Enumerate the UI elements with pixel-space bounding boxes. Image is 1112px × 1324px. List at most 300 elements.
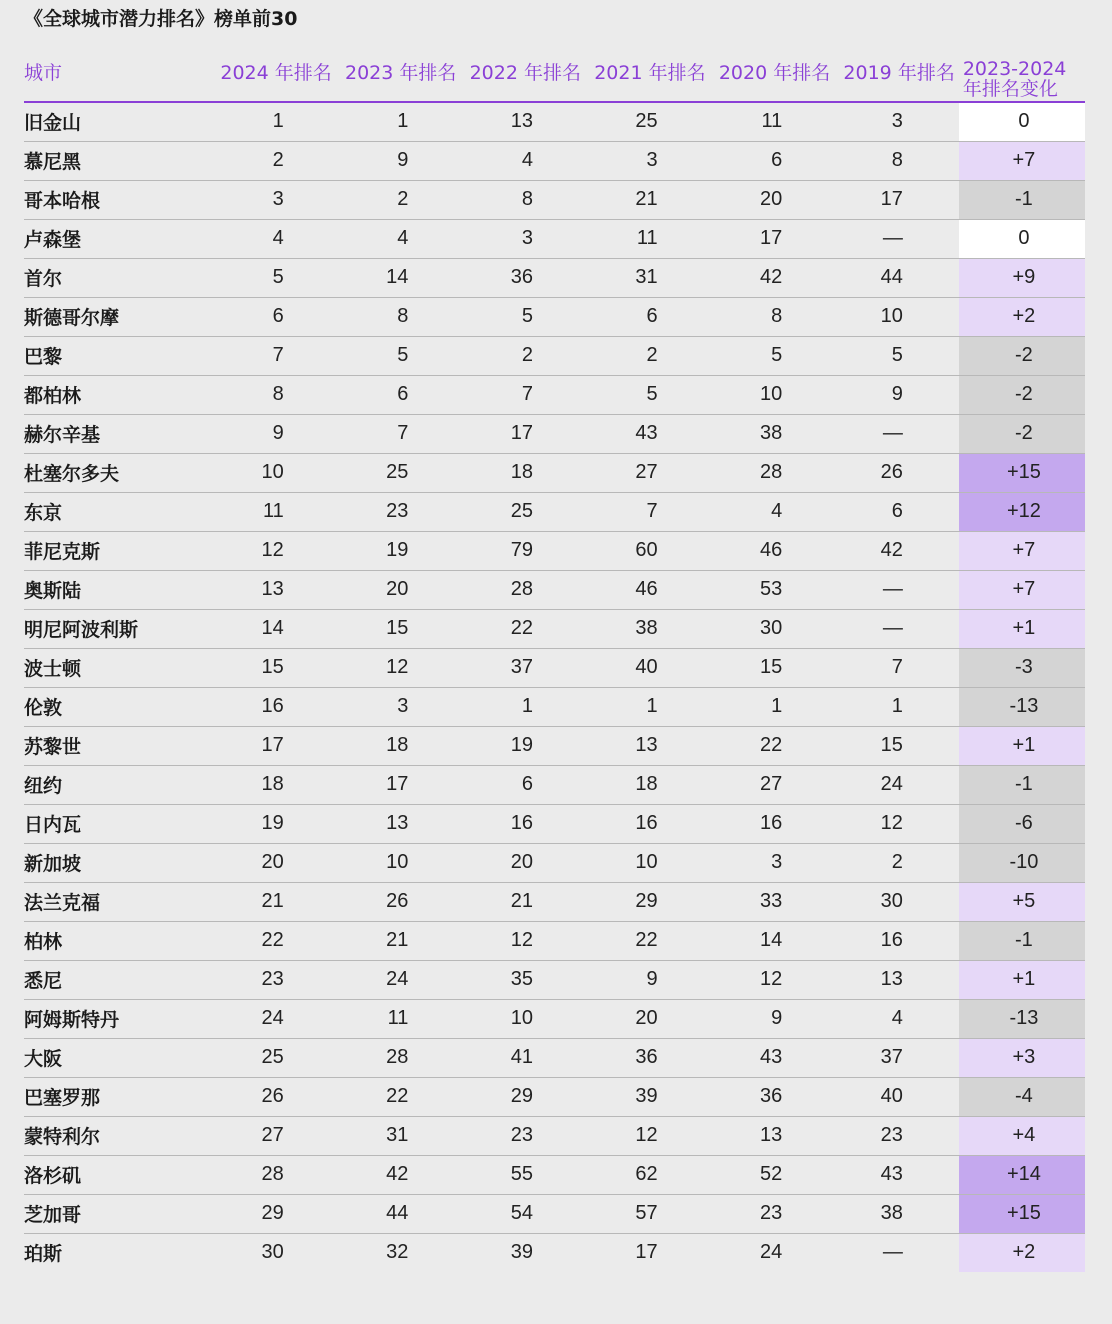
rank-change-cell: [959, 843, 1085, 882]
city-name-cell: 日内瓦: [24, 804, 211, 843]
rank-2023-cell: 21: [336, 921, 461, 960]
rank-change-cell: [959, 492, 1085, 531]
table-row: [24, 453, 1085, 492]
rank-2021-cell: 9: [585, 960, 710, 999]
rank-change-value: +7: [1012, 539, 1036, 561]
rank-2020-cell: 33: [710, 882, 835, 921]
rank-2020-cell: 52: [710, 1155, 835, 1194]
rank-2022-cell: 37: [460, 648, 585, 687]
rank-2020-cell: 4: [710, 492, 835, 531]
city-name-cell: 蒙特利尔: [24, 1116, 211, 1155]
city-name-cell: 巴黎: [24, 336, 211, 375]
rank-2019-cell: 8: [834, 141, 959, 180]
rank-2021-cell: 12: [585, 1116, 710, 1155]
city-name-cell: 东京: [24, 492, 211, 531]
rank-2023-cell: 19: [336, 531, 461, 570]
rank-2023-cell: 23: [336, 492, 461, 531]
rank-change-value: +15: [1006, 461, 1041, 483]
table-row: [24, 843, 1085, 882]
rank-change-cell: [959, 921, 1085, 960]
rank-change-value: +15: [1006, 1202, 1041, 1224]
rank-2023-cell: 8: [336, 297, 461, 336]
rank-2022-cell: 10: [460, 999, 585, 1038]
rank-2019-cell: 3: [834, 102, 959, 141]
rank-2023-cell: 4: [336, 219, 461, 258]
table-row: [24, 765, 1085, 804]
table-row: [24, 141, 1085, 180]
rank-change-cell: [959, 180, 1085, 219]
rank-2019-cell: 42: [834, 531, 959, 570]
rank-2019-cell: 24: [834, 765, 959, 804]
rank-2021-cell: 3: [585, 141, 710, 180]
rank-2019-cell: 5: [834, 336, 959, 375]
rank-2020-cell: 30: [710, 609, 835, 648]
rank-2024-cell: 3: [211, 180, 336, 219]
city-name-cell: 伦敦: [24, 687, 211, 726]
city-name-cell: 巴塞罗那: [24, 1077, 211, 1116]
rank-2023-cell: 3: [336, 687, 461, 726]
rank-2023-cell: 18: [336, 726, 461, 765]
rank-change-cell: [959, 219, 1085, 258]
rank-2024-cell: 28: [211, 1155, 336, 1194]
city-name-cell: 大阪: [24, 1038, 211, 1077]
rank-2022-cell: 5: [460, 297, 585, 336]
table-row: [24, 648, 1085, 687]
rank-2024-cell: 29: [211, 1194, 336, 1233]
table-body: [24, 102, 1085, 1272]
rank-2019-cell: 23: [834, 1116, 959, 1155]
city-name-cell: 洛杉矶: [24, 1155, 211, 1194]
rank-change-value: +7: [1012, 578, 1036, 600]
rank-2020-cell: 13: [710, 1116, 835, 1155]
rank-2024-cell: 4: [211, 219, 336, 258]
ranking-table: [24, 52, 1085, 1272]
city-name-cell: 旧金山: [24, 102, 211, 141]
rank-2024-cell: 22: [211, 921, 336, 960]
rank-2022-cell: 25: [460, 492, 585, 531]
rank-2024-cell: 21: [211, 882, 336, 921]
city-name-cell: 慕尼黑: [24, 141, 211, 180]
table-row: [24, 375, 1085, 414]
table-row: [24, 1194, 1085, 1233]
rank-2019-cell: 15: [834, 726, 959, 765]
rank-2019-cell: 37: [834, 1038, 959, 1077]
table-row: [24, 1155, 1085, 1194]
table-row: [24, 804, 1085, 843]
rank-2024-cell: 20: [211, 843, 336, 882]
rank-2021-cell: 2: [585, 336, 710, 375]
header-rank-2019: 2019 年排名: [834, 52, 959, 102]
rank-change-cell: [959, 375, 1085, 414]
rank-change-value: +14: [1006, 1163, 1041, 1185]
rank-2020-cell: 12: [710, 960, 835, 999]
rank-change-value: -6: [1015, 812, 1033, 834]
rank-change-cell: [959, 804, 1085, 843]
rank-change-cell: [959, 1233, 1085, 1272]
rank-2021-cell: 10: [585, 843, 710, 882]
rank-2020-cell: 22: [710, 726, 835, 765]
rank-2020-cell: 38: [710, 414, 835, 453]
rank-2022-cell: 20: [460, 843, 585, 882]
rank-2024-cell: 14: [211, 609, 336, 648]
rank-2019-cell: 12: [834, 804, 959, 843]
rank-change-cell: [959, 1077, 1085, 1116]
city-name-cell: 卢森堡: [24, 219, 211, 258]
header-rank-2021: 2021 年排名: [585, 52, 710, 102]
city-name-cell: 波士顿: [24, 648, 211, 687]
rank-2022-cell: 16: [460, 804, 585, 843]
city-name-cell: 都柏林: [24, 375, 211, 414]
rank-2021-cell: 40: [585, 648, 710, 687]
rank-2021-cell: 25: [585, 102, 710, 141]
rank-2019-cell: 4: [834, 999, 959, 1038]
table-row: [24, 1116, 1085, 1155]
rank-change-value: -10: [1009, 851, 1039, 873]
rank-2021-cell: 7: [585, 492, 710, 531]
rank-change-cell: [959, 1038, 1085, 1077]
table-row: [24, 258, 1085, 297]
rank-2024-cell: 27: [211, 1116, 336, 1155]
header-rank-2023: 2023 年排名: [336, 52, 461, 102]
rank-change-value: -4: [1015, 1085, 1033, 1107]
rank-change-cell: [959, 687, 1085, 726]
rank-change-cell: [959, 648, 1085, 687]
rank-2019-cell: 17: [834, 180, 959, 219]
rank-2019-cell: —: [882, 1241, 903, 1264]
rank-2022-cell: 41: [460, 1038, 585, 1077]
rank-2023-cell: 42: [336, 1155, 461, 1194]
rank-2019-cell: 30: [834, 882, 959, 921]
rank-2022-cell: 7: [460, 375, 585, 414]
rank-change-value: 0: [1018, 227, 1030, 249]
city-name-cell: 奥斯陆: [24, 570, 211, 609]
rank-change-value: +1: [1012, 617, 1036, 639]
rank-2024-cell: 13: [211, 570, 336, 609]
rank-2022-cell: 17: [460, 414, 585, 453]
rank-change-cell: [959, 1116, 1085, 1155]
rank-2022-cell: 55: [460, 1155, 585, 1194]
header-rank-change: 2023-2024年排名变化: [959, 52, 1085, 102]
rank-2019-cell: 38: [834, 1194, 959, 1233]
page-title: 《全球城市潜力排名》榜单前30: [24, 8, 298, 30]
rank-change-cell: [959, 570, 1085, 609]
rank-2021-cell: 22: [585, 921, 710, 960]
rank-2024-cell: 30: [261, 1241, 284, 1264]
rank-2021-cell: 13: [585, 726, 710, 765]
rank-2022-cell: 13: [460, 102, 585, 141]
table-row: [24, 102, 1085, 141]
rank-2021-cell: 60: [585, 531, 710, 570]
city-name-cell: 珀斯: [24, 1243, 63, 1266]
rank-2021-cell: 1: [585, 687, 710, 726]
rank-2022-cell: 29: [460, 1077, 585, 1116]
rank-2024-cell: 17: [211, 726, 336, 765]
table-row: [24, 1233, 1085, 1272]
rank-2022-cell: 54: [460, 1194, 585, 1233]
city-name-cell: 菲尼克斯: [24, 531, 211, 570]
rank-change-value: +7: [1012, 149, 1036, 171]
rank-change-value: -13: [1009, 1007, 1039, 1029]
rank-2024-cell: 12: [211, 531, 336, 570]
city-name-cell: 芝加哥: [24, 1194, 211, 1233]
rank-2024-cell: 5: [211, 258, 336, 297]
header-rank-2022: 2022 年排名: [460, 52, 585, 102]
rank-2023-cell: 10: [336, 843, 461, 882]
rank-2020-cell: 53: [710, 570, 835, 609]
rank-2020-cell: 3: [710, 843, 835, 882]
rank-change-value: -1: [1015, 773, 1033, 795]
table-row: [24, 882, 1085, 921]
rank-change-value: -2: [1015, 344, 1033, 366]
table-row: [24, 921, 1085, 960]
rank-change-cell: [959, 1194, 1085, 1233]
rank-2023-cell: 2: [336, 180, 461, 219]
rank-2020-cell: 1: [710, 687, 835, 726]
rank-2024-cell: 9: [211, 414, 336, 453]
table-row: [24, 1038, 1085, 1077]
rank-2023-cell: 22: [336, 1077, 461, 1116]
rank-change-value: +12: [1006, 500, 1041, 522]
rank-2021-cell: 62: [585, 1155, 710, 1194]
city-name-cell: 明尼阿波利斯: [24, 609, 211, 648]
rank-2022-cell: 79: [460, 531, 585, 570]
rank-2022-cell: 36: [460, 258, 585, 297]
rank-2022-cell: 8: [460, 180, 585, 219]
rank-2023-cell: 24: [336, 960, 461, 999]
city-name-cell: 阿姆斯特丹: [24, 999, 211, 1038]
rank-2024-cell: 24: [211, 999, 336, 1038]
rank-2023-cell: 1: [336, 102, 461, 141]
rank-2022-cell: 28: [460, 570, 585, 609]
rank-2022-cell: 19: [460, 726, 585, 765]
rank-2019-cell: 1: [834, 687, 959, 726]
rank-change-cell: [959, 102, 1085, 141]
rank-2022-cell: 3: [460, 219, 585, 258]
rank-2022-cell: 39: [510, 1241, 533, 1264]
rank-change-value: -2: [1015, 383, 1033, 405]
rank-2021-cell: 27: [585, 453, 710, 492]
rank-2021-cell: 57: [585, 1194, 710, 1233]
rank-2020-cell: 8: [710, 297, 835, 336]
rank-change-value: +2: [1012, 305, 1036, 327]
table-row: [24, 609, 1085, 648]
rank-2023-cell: 7: [336, 414, 461, 453]
rank-2020-cell: 15: [710, 648, 835, 687]
rank-2022-cell: 2: [460, 336, 585, 375]
rank-2024-cell: 25: [211, 1038, 336, 1077]
rank-2023-cell: 20: [336, 570, 461, 609]
rank-2020-cell: 9: [710, 999, 835, 1038]
rank-2022-cell: 12: [460, 921, 585, 960]
header-rank-2024: 2024 年排名: [211, 52, 336, 102]
rank-2023-cell: 32: [386, 1241, 409, 1264]
rank-change-value: +4: [1012, 1124, 1036, 1146]
rank-2023-cell: 11: [336, 999, 461, 1038]
rank-change-cell: [959, 960, 1085, 999]
rank-2019-cell: 16: [834, 921, 959, 960]
rank-change-cell: [959, 297, 1085, 336]
rank-change-cell: [959, 1155, 1085, 1194]
rank-change-value: -1: [1015, 929, 1033, 951]
rank-2022-cell: 6: [460, 765, 585, 804]
table-row: [24, 180, 1085, 219]
rank-change-cell: [959, 453, 1085, 492]
header-city: 城市: [24, 52, 211, 102]
table-row: [24, 570, 1085, 609]
rank-change-value: +9: [1012, 266, 1036, 288]
rank-2020-cell: 16: [710, 804, 835, 843]
rank-change-value: -2: [1015, 422, 1033, 444]
table-row: [24, 297, 1085, 336]
rank-2020-cell: 46: [710, 531, 835, 570]
rank-2023-cell: 13: [336, 804, 461, 843]
rank-2022-cell: 1: [460, 687, 585, 726]
rank-2022-cell: 4: [460, 141, 585, 180]
rank-2021-cell: 36: [585, 1038, 710, 1077]
rank-2024-cell: 8: [211, 375, 336, 414]
rank-2021-cell: 29: [585, 882, 710, 921]
rank-2021-cell: 38: [585, 609, 710, 648]
rank-2021-cell: 11: [585, 219, 710, 258]
rank-2019-cell: —: [834, 219, 959, 258]
rank-2020-cell: 14: [710, 921, 835, 960]
city-name-cell: 柏林: [24, 921, 211, 960]
rank-2021-cell: 18: [585, 765, 710, 804]
rank-2019-cell: 13: [834, 960, 959, 999]
rank-2021-cell: 43: [585, 414, 710, 453]
city-name-cell: 纽约: [24, 765, 211, 804]
rank-2023-cell: 26: [336, 882, 461, 921]
rank-2023-cell: 31: [336, 1116, 461, 1155]
rank-change-value: -3: [1015, 656, 1033, 678]
rank-2021-cell: 17: [635, 1241, 658, 1264]
rank-2020-cell: 43: [710, 1038, 835, 1077]
rank-2019-cell: 44: [834, 258, 959, 297]
rank-2019-cell: 9: [834, 375, 959, 414]
table-row: [24, 219, 1085, 258]
rank-change-value: 0: [1018, 110, 1030, 133]
rank-change-cell: [959, 141, 1085, 180]
rank-2020-cell: 42: [710, 258, 835, 297]
rank-2021-cell: 6: [585, 297, 710, 336]
city-name-cell: 法兰克福: [24, 882, 211, 921]
table-row: [24, 960, 1085, 999]
table-row: [24, 531, 1085, 570]
table-row: [24, 414, 1085, 453]
rank-2020-cell: 11: [710, 102, 835, 141]
rank-2024-cell: 23: [211, 960, 336, 999]
rank-change-value: +5: [1012, 890, 1036, 912]
rank-2021-cell: 20: [585, 999, 710, 1038]
rank-2022-cell: 18: [460, 453, 585, 492]
rank-2021-cell: 5: [585, 375, 710, 414]
rank-2024-cell: 1: [211, 102, 336, 141]
rank-2022-cell: 22: [460, 609, 585, 648]
rank-2021-cell: 46: [585, 570, 710, 609]
rank-2024-cell: 11: [211, 492, 336, 531]
rank-2019-cell: 43: [834, 1155, 959, 1194]
rank-2023-cell: 14: [336, 258, 461, 297]
rank-change-value: +1: [1012, 734, 1036, 756]
rank-2019-cell: —: [834, 570, 959, 609]
rank-2022-cell: 23: [460, 1116, 585, 1155]
rank-2019-cell: —: [834, 414, 959, 453]
rank-2019-cell: 26: [834, 453, 959, 492]
rank-2023-cell: 15: [336, 609, 461, 648]
rank-change-cell: [959, 258, 1085, 297]
rank-change-cell: [959, 414, 1085, 453]
rank-2021-cell: 31: [585, 258, 710, 297]
rank-2019-cell: 10: [834, 297, 959, 336]
rank-2020-cell: 5: [710, 336, 835, 375]
rank-2020-cell: 6: [710, 141, 835, 180]
rank-2021-cell: 16: [585, 804, 710, 843]
rank-2023-cell: 25: [336, 453, 461, 492]
rank-change-cell: [959, 765, 1085, 804]
city-name-cell: 赫尔辛基: [24, 414, 211, 453]
rank-2020-cell: 24: [759, 1241, 783, 1264]
header-rank-2020: 2020 年排名: [710, 52, 835, 102]
rank-2024-cell: 16: [211, 687, 336, 726]
rank-2023-cell: 17: [336, 765, 461, 804]
rank-2024-cell: 15: [211, 648, 336, 687]
rank-change-value: +1: [1012, 968, 1036, 990]
city-name-cell: 新加坡: [24, 843, 211, 882]
rank-2019-cell: 40: [834, 1077, 959, 1116]
rank-2024-cell: 7: [211, 336, 336, 375]
city-name-cell: 杜塞尔多夫: [24, 453, 211, 492]
rank-2024-cell: 10: [211, 453, 336, 492]
city-name-cell: 悉尼: [24, 960, 211, 999]
table-row: [24, 687, 1085, 726]
rank-2023-cell: 9: [336, 141, 461, 180]
table-row: [24, 1077, 1085, 1116]
table-header-row: [24, 52, 1085, 102]
rank-change-cell: [959, 609, 1085, 648]
rank-2023-cell: 6: [336, 375, 461, 414]
rank-2019-cell: 6: [834, 492, 959, 531]
rank-2020-cell: 36: [710, 1077, 835, 1116]
rank-2021-cell: 39: [585, 1077, 710, 1116]
city-name-cell: 首尔: [24, 258, 211, 297]
rank-2019-cell: —: [834, 609, 959, 648]
rank-2022-cell: 35: [460, 960, 585, 999]
rank-2024-cell: 26: [211, 1077, 336, 1116]
rank-change-cell: [959, 531, 1085, 570]
table-row: [24, 999, 1085, 1038]
rank-change-value: +2: [1012, 1241, 1036, 1264]
rank-change-cell: [959, 726, 1085, 765]
rank-2023-cell: 28: [336, 1038, 461, 1077]
rank-2023-cell: 5: [336, 336, 461, 375]
rank-change-value: -13: [1009, 695, 1039, 717]
city-name-cell: 斯德哥尔摩: [24, 297, 211, 336]
rank-2024-cell: 6: [211, 297, 336, 336]
rank-2023-cell: 44: [336, 1194, 461, 1233]
table-row: [24, 336, 1085, 375]
rank-2020-cell: 28: [710, 453, 835, 492]
rank-2020-cell: 10: [710, 375, 835, 414]
rank-change-cell: [959, 336, 1085, 375]
rank-change-value: -1: [1015, 188, 1033, 210]
table-row: [24, 726, 1085, 765]
table-row: [24, 492, 1085, 531]
rank-2021-cell: 21: [585, 180, 710, 219]
rank-change-cell: [959, 882, 1085, 921]
rank-change-cell: [959, 999, 1085, 1038]
rank-change-value: +3: [1012, 1046, 1036, 1068]
rank-2019-cell: 7: [834, 648, 959, 687]
